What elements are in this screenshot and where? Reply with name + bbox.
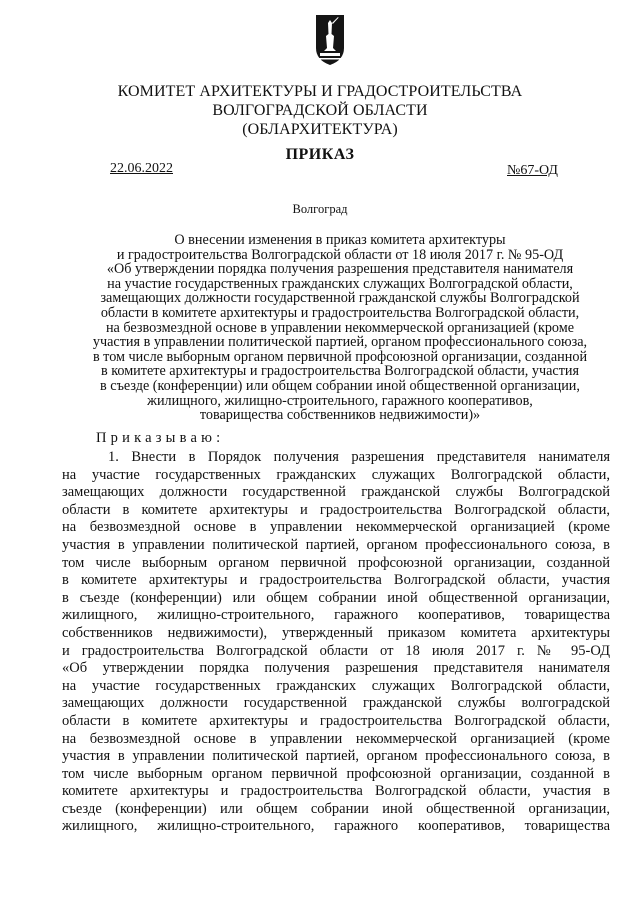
body-line: собственников недвижимости), утвержденный приказом комитета архитектуры (62, 624, 610, 641)
document-title: ПРИКАЗ (285, 146, 355, 163)
body-line: жилищного, жилищно-строительного, гаражного кооперативов, товарищества (62, 607, 610, 624)
body-line: комитете архитектуры и градостроительства Волгоградской области, участия в (62, 783, 610, 800)
document-number: №67-ОД (507, 163, 558, 178)
body-line: на участие государственных гражданских служащих Волгоградской области, (62, 677, 610, 694)
body-line: съезде (конференции) или общем собрании иной общественной организации, (62, 800, 610, 817)
document-subject (60, 233, 620, 423)
order-directive-word: Приказываю: (96, 430, 225, 446)
body-line: замещающих должности государственной гражданской службы Волгоградской (62, 484, 610, 501)
organization-name-line: КОМИТЕТ АРХИТЕКТУРЫ И ГРАДОСТРОИТЕЛЬСТВА (117, 83, 523, 100)
subject-line: «Об утверждении порядка получения разрешения представителя нанимателя (106, 261, 574, 278)
subject-line: товарищества собственников недвижимости)» (199, 407, 481, 424)
body-line: том числе выборным органом первичной профсоюзной организации, созданной (62, 554, 610, 571)
subject-line: в том числе выборным органом первичной профсоюзной организации, созданной (92, 348, 588, 365)
body-line: области в комитете архитектуры и градостроительства Волгоградской области, (62, 501, 610, 518)
subject-line: замещающих должности государственной гражданской службы Волгоградской (100, 290, 580, 307)
organization-short-name: (ОБЛАРХИТЕКТУРА) (242, 121, 398, 138)
organization-region-line: ВОЛГОГРАДСКОЙ ОБЛАСТИ (212, 102, 428, 119)
coat-of-arms-emblem (315, 14, 345, 66)
subject-line: области в комитете архитектуры и градостроительства Волгоградской области, (100, 304, 580, 321)
subject-line: участия в управлении политической партией, органом профессионального союза, (92, 334, 588, 351)
body-line: участия в управлении политической партией, органом профессионального союза, в (62, 536, 610, 553)
body-line: в съезде (конференции) или общем собрании иной общественной организации, (62, 589, 610, 606)
document-city: Волгоград (292, 202, 348, 216)
subject-line: и градостроительства Волгоградской области от 18 июля 2017 г. № 95-ОД (116, 246, 564, 263)
body-line: в комитете архитектуры и градостроительства Волгоградской области, участия (62, 572, 610, 589)
body-line: на участие государственных гражданских служащих Волгоградской области, (62, 466, 610, 483)
body-line: замещающих должности государственной гражданской службы волгоградской (62, 695, 610, 712)
subject-line: в съезде (конференции) или общем собрании иной общественной организации, (100, 377, 580, 394)
body-line: 1. Внести в Порядок получения разрешения представителя нанимателя (108, 449, 610, 465)
body-line: области в комитете архитектуры и градостроительства Волгоградской области, (62, 712, 610, 729)
subject-line: О внесении изменения в приказ комитета архитектуры (174, 232, 506, 248)
body-line: и градостроительства Волгоградской области от 18 июля 2017 г. № 95-ОД (62, 642, 610, 659)
body-line: «Об утверждении порядка получения разрешения представителя нанимателя (62, 660, 610, 677)
document-date: 22.06.2022 (110, 161, 173, 176)
body-line: на безвозмездной основе в управлении некоммерческой организацией (кроме (62, 730, 610, 747)
body-line: участия в управлении политической партией, органом профессионального союза, в (62, 748, 610, 765)
subject-line: на безвозмездной основе в управлении некоммерческой организацией (кроме (105, 319, 575, 336)
subject-line: на участие государственных гражданских служащих Волгоградской области, (107, 275, 573, 292)
body-line: жилищного, жилищно-строительного, гаражного кооперативов, товарищества (62, 818, 610, 835)
body-line: том числе выборным органом первичной профсоюзной организации, созданной в (62, 765, 610, 782)
body-line: на безвозмездной основе в управлении некоммерческой организацией (кроме (62, 519, 610, 536)
document-body (62, 449, 610, 836)
subject-line: жилищного, жилищно-строительного, гаражного кооперативов, (147, 392, 533, 409)
coat-of-arms-icon (315, 14, 345, 66)
organization-header (0, 82, 640, 139)
subject-line: в комитете архитектуры и градостроительства Волгоградской области, участия (100, 363, 580, 380)
